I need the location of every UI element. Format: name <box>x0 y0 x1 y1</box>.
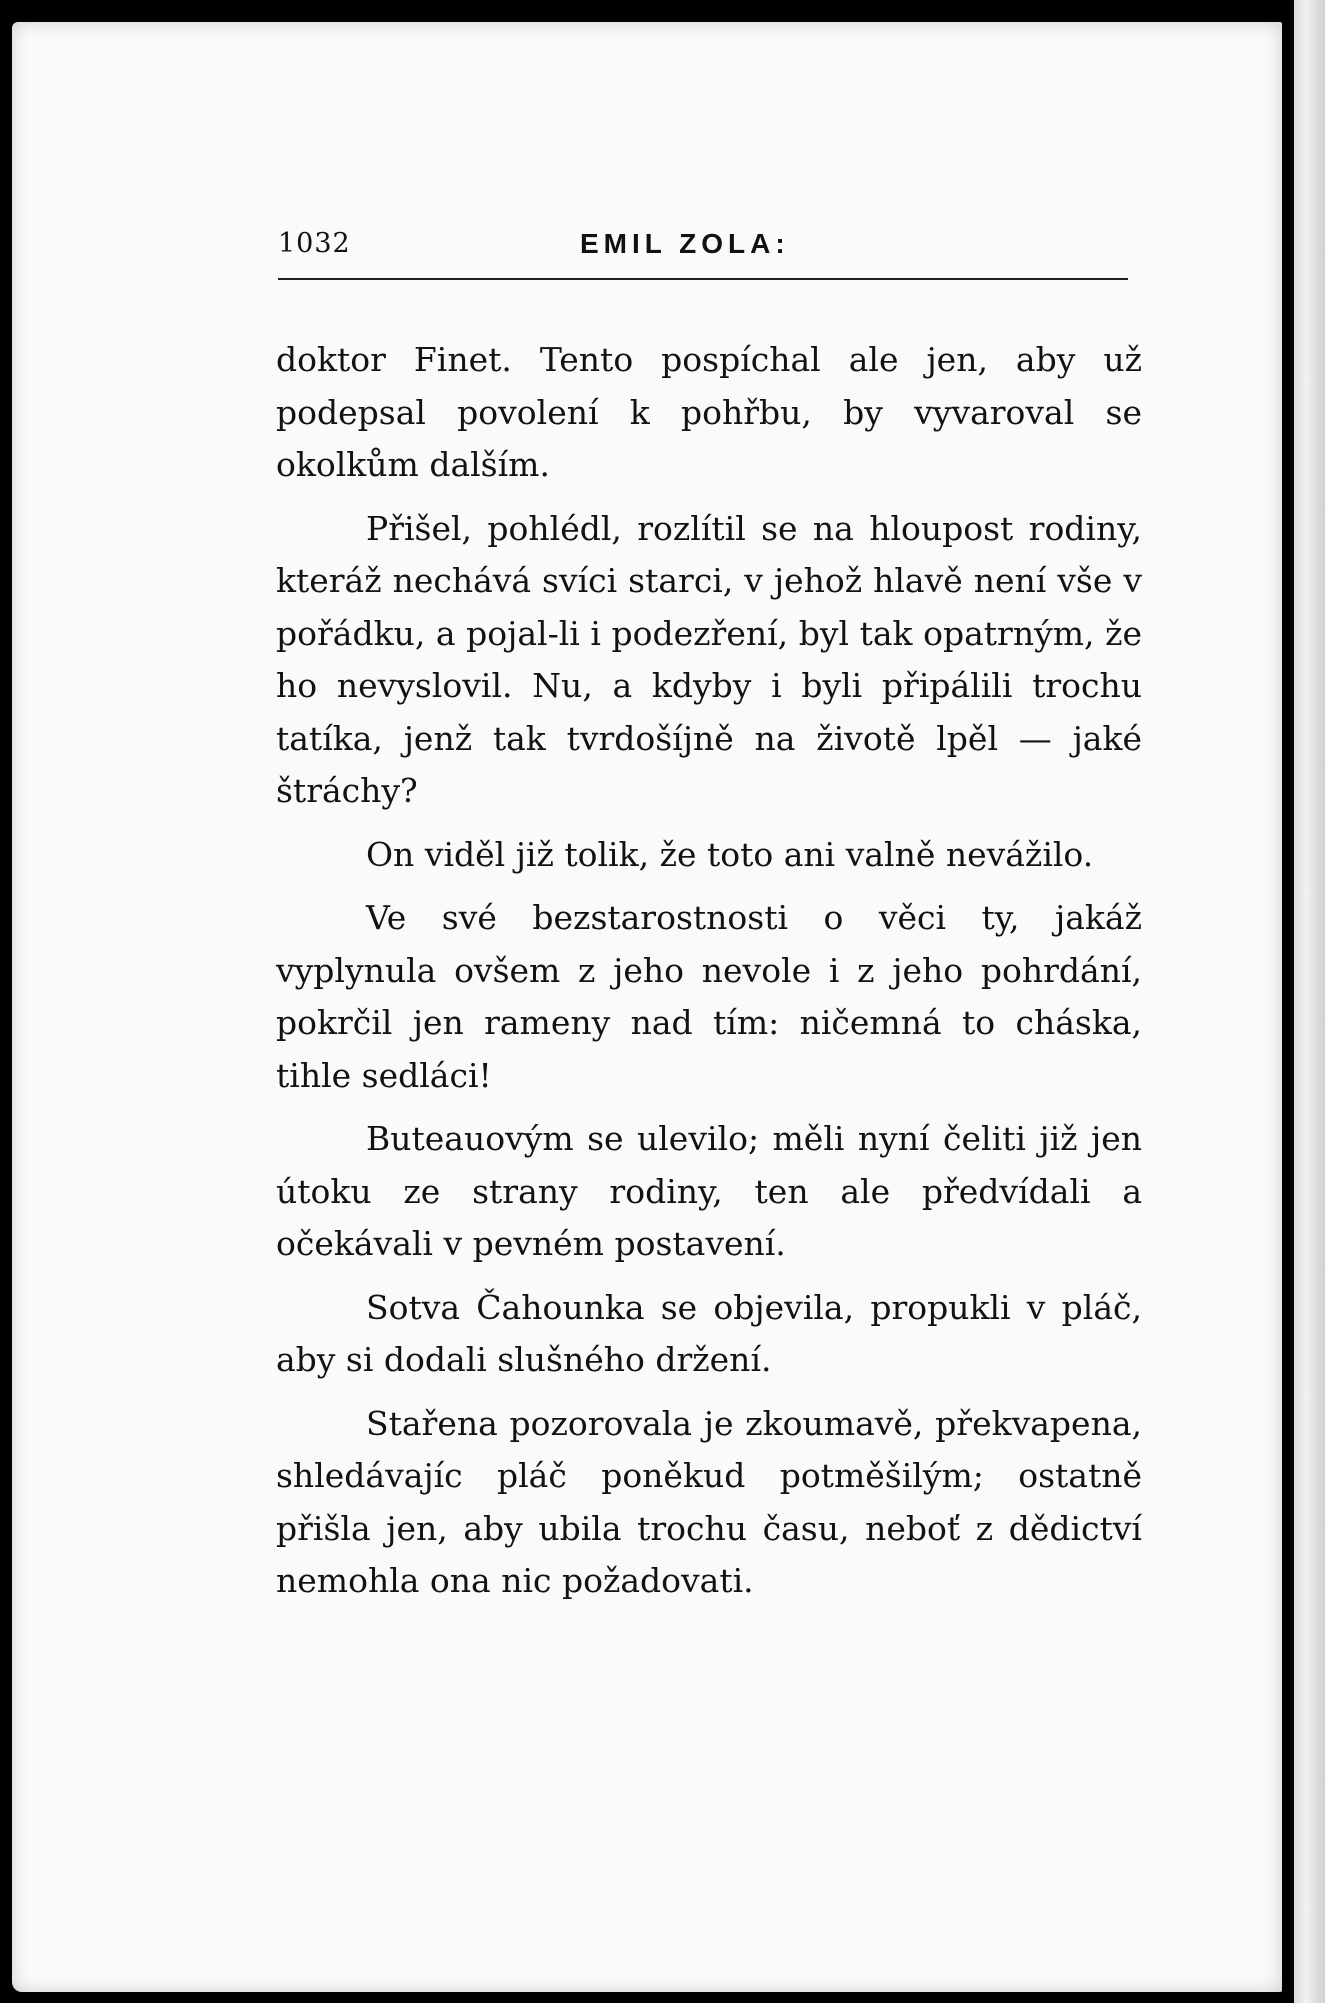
paragraph: Sotva Čahounka se objevila, propukli v pláč, aby si dodali slušného držení. <box>276 1287 1142 1379</box>
page-header <box>278 228 1136 268</box>
paragraph: Přišel, pohlédl, rozlítil se na hloupost rodiny, kteráž nechává svíci starci, v jehož hlavě není vše v pořádku, a pojal-li i podezření, byl tak opatrným, že ho nevyslovil. Nu, a kdyby i byli připálili trochu tatíka, jenž tak tvrdošíjně na životě lpěl — jaké štráchy? <box>276 508 1142 810</box>
paragraph: On viděl již tolik, že toto ani valně nevážilo. <box>366 834 1094 874</box>
paragraph: doktor Finet. Tento pospíchal ale jen, aby už podepsal povolení k pohřbu, by vyvaroval se okolkům dalším. <box>276 340 1142 484</box>
paragraph: Ve své bezstarostnosti o věci ty, jakáž vyplynula ovšem z jeho nevole i z jeho pohrdání, pokrčil jen rameny nad tím: ničemná to cháska, tihle sedláci! <box>276 898 1142 1095</box>
header-rule <box>278 278 1128 280</box>
body-text <box>276 334 1142 1619</box>
paragraph: Buteauovým se ulevilo; měli nyní čeliti již jen útoku ze strany rodiny, ten ale předvídali a očekávali v pevném postavení. <box>276 1119 1142 1263</box>
running-title: EMIL ZOLA: <box>580 228 790 259</box>
paragraph: Stařena pozorovala je zkoumavě, překvapena, shledávajíc pláč poněkud potměšilým; ostatně přišla jen, aby ubila trochu času, neboť z dědictví nemohla ona nic požadovati. <box>276 1403 1142 1600</box>
page-number: 1032 <box>278 228 351 259</box>
adjacent-page-edge <box>1294 0 1325 2003</box>
